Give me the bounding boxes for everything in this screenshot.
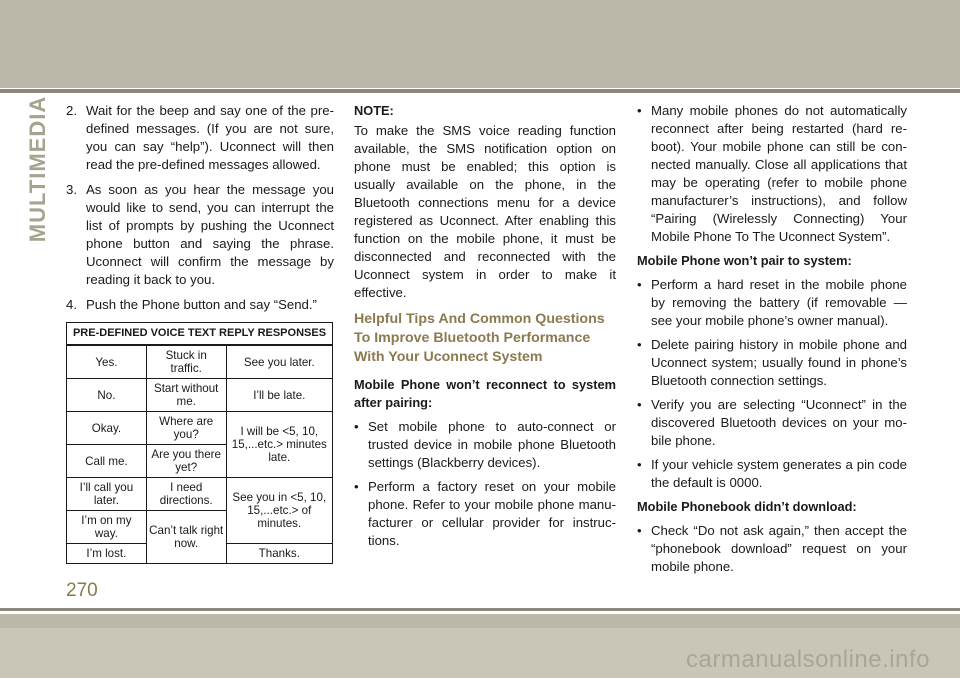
bullet-icon: • — [354, 479, 359, 494]
table-row — [67, 379, 333, 412]
note-label: NOTE: — [354, 103, 394, 118]
bullet-icon: • — [637, 337, 642, 352]
step-number: 3. — [66, 182, 77, 197]
footer-band — [0, 614, 960, 628]
list-item-text: Check “Do not ask again,” then accept the “phonebook download” request on your mobile phone. — [651, 523, 907, 574]
table-cell: No. — [67, 379, 147, 412]
step-number: 4. — [66, 297, 77, 312]
bullet-icon: • — [354, 419, 359, 434]
table-cell: Where are you? — [146, 412, 226, 445]
column-right — [637, 102, 907, 582]
header-band — [0, 0, 960, 88]
table-cell: Call me. — [67, 445, 147, 478]
bullet-icon: • — [637, 103, 642, 118]
table-cell: See you later. — [226, 345, 332, 379]
header-rule — [0, 89, 960, 93]
watermark: carmanualsonline.info — [686, 646, 930, 673]
page-number: 270 — [66, 580, 98, 601]
bullet-icon: • — [637, 523, 642, 538]
table-row — [67, 478, 333, 511]
step-text: Wait for the beep and say one of the pre-defined messages. (If you are not sure, you can say “help”). Uconnect will then read the pre-defined messages allowed. — [86, 103, 334, 172]
table-cell: Stuck in traffic. — [146, 345, 226, 379]
list-item-text: Delete pairing history in mobile phone and Uconnect system; usually found in phone’s Bluetooth connection settings. — [651, 337, 907, 388]
table-cell: I’m on my way. — [67, 511, 147, 544]
step-text: As soon as you hear the message you would like to send, you can interrupt the list of prompts by pushing the Uconnect phone button and saying the phrase. Uconnect will confirm the message by reading it back to you. — [86, 182, 334, 287]
table-cell: Can’t talk right now. — [146, 511, 226, 564]
list-item-text: Set mobile phone to auto-connect or trusted device in mobile phone Bluetooth settings (Blackberry devices). — [368, 419, 616, 470]
table-cell: Start without me. — [146, 379, 226, 412]
table-cell: I’m lost. — [67, 544, 147, 564]
list-item — [354, 418, 616, 472]
list-item — [637, 456, 907, 492]
section-tab — [25, 95, 51, 243]
column-middle — [354, 102, 616, 556]
table-cell: I’ll call you later. — [67, 478, 147, 511]
table-cell: Thanks. — [226, 544, 332, 564]
list-item-text: If your vehicle system generates a pin code the default is 0000. — [651, 457, 907, 490]
responses-table — [66, 322, 333, 564]
step-text: Push the Phone button and say “Send.” — [86, 297, 317, 312]
list-item — [354, 478, 616, 550]
bullet-icon: • — [637, 397, 642, 412]
table-cell: I need directions. — [146, 478, 226, 511]
subheading-pair: Mobile Phone won’t pair to system: — [637, 253, 852, 268]
table-header: PRE-DEFINED VOICE TEXT REPLY RESPONSES — [67, 323, 333, 346]
list-item — [637, 396, 907, 450]
table-cell: I will be <5, 10, 15,...etc.> minutes late. — [226, 412, 332, 478]
list-item — [637, 336, 907, 390]
table-cell: Are you there yet? — [146, 445, 226, 478]
list-item — [637, 276, 907, 330]
subheading-reconnect: Mobile Phone won’t reconnect to system after pairing: — [354, 377, 616, 410]
bullet-icon: • — [637, 457, 642, 472]
list-item-text: Perform a factory reset on your mobile phone. Refer to your mobile phone manu-facturer or cellular provider for instruc-tions. — [368, 479, 616, 548]
table-cell: Yes. — [67, 345, 147, 379]
table-row — [67, 412, 333, 445]
column-left — [66, 102, 334, 564]
list-item-text: Verify you are selecting “Uconnect” in the discovered Bluetooth devices on your mo-bile phone. — [651, 397, 907, 448]
table-cell: Okay. — [67, 412, 147, 445]
list-item — [637, 522, 907, 576]
list-item-text: Many mobile phones do not automatically reconnect after being restarted (hard re-boot). Your mobile phone can still be con-nected manually. Close all applications that may be operating (refer to mobile phone manufacturer’s instructions), and follow “Pairing (Wirelessly Connecting) Your Mobile Phone To The Uconnect System”. — [651, 103, 907, 244]
list-item — [637, 102, 907, 246]
step-number: 2. — [66, 103, 77, 118]
subheading-phonebook: Mobile Phonebook didn’t download: — [637, 499, 857, 514]
table-cell: I’ll be late. — [226, 379, 332, 412]
table-cell: See you in <5, 10, 15,...etc.> of minutes. — [226, 478, 332, 544]
footer-rule — [0, 608, 960, 611]
section-heading: Helpful Tips And Common Questions To Improve Bluetooth Performance With Your Uconnect System — [354, 311, 605, 365]
step-4 — [66, 296, 334, 314]
step-2 — [66, 102, 334, 174]
bullet-icon: • — [637, 277, 642, 292]
table-row — [67, 345, 333, 379]
note-text: To make the SMS voice reading function available, the SMS notification option on phone must be enabled; this option is usually available on the phone, in the Bluetooth connections menu for a device registered as Uconnect. After enabling this function on the mobile phone, it must be disconnected and reconnected with the Uconnect system in order to make it effective. — [354, 123, 616, 300]
list-item-text: Perform a hard reset in the mobile phone by removing the battery (if removable — see your mobile phone’s owner manual). — [651, 277, 907, 328]
section-tab-label: MULTIMEDIA — [25, 95, 50, 243]
step-3 — [66, 181, 334, 289]
